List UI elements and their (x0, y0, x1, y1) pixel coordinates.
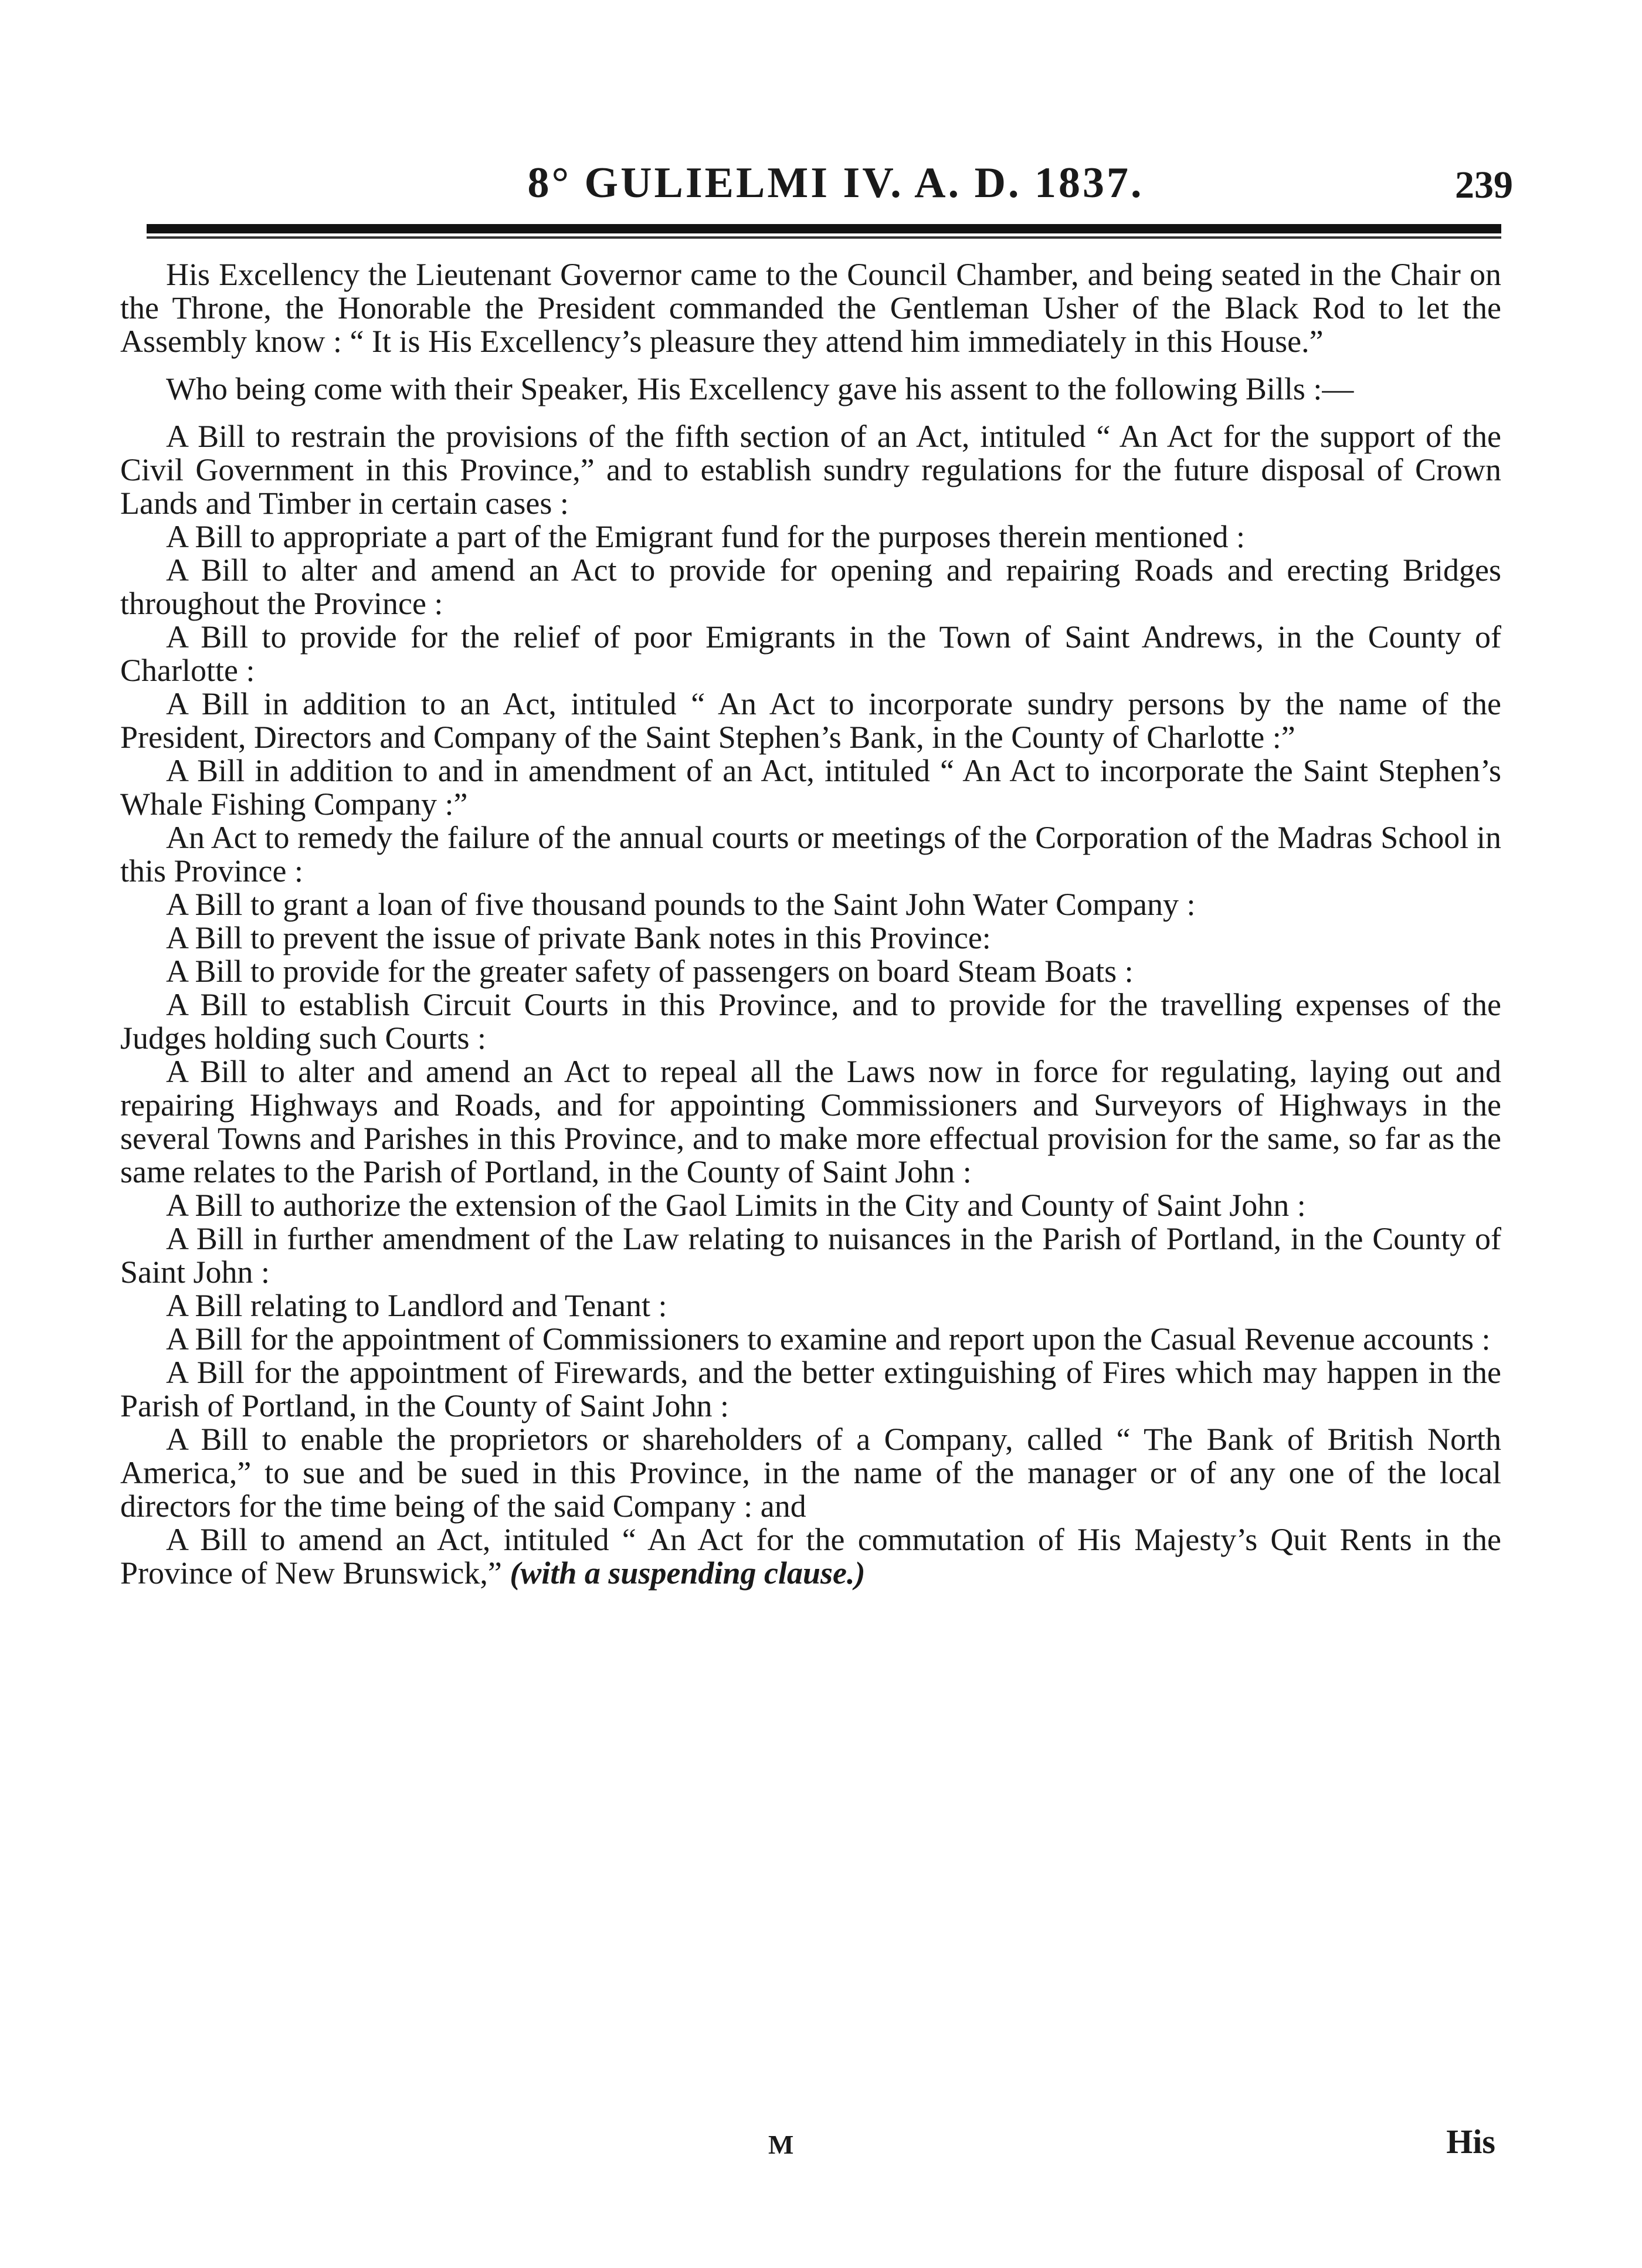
bill-item: A Bill for the appointment of Commissioners to examine and report upon the Casual Revenue accounts : (166, 1321, 1491, 1357)
bill-item: A Bill in further amendment of the Law relating to nuisances in the Parish of Portland, in the County of Saint John : (120, 1221, 1501, 1290)
running-title: 8° GULIELMI IV. A. D. 1837. (527, 159, 1144, 207)
bill-item-last (120, 1523, 1501, 1590)
bill-item: A Bill for the appointment of Firewards, and the better extinguishing of Fires which may happen in the Parish of Portland, in the County of Saint John : (120, 1355, 1501, 1423)
paragraph-assent: Who being come with their Speaker, His Excellency gave his assent to the following Bills :— (166, 371, 1354, 406)
bill-item: A Bill to enable the proprietors or shareholders of a Company, called “ The Bank of British North America,” to sue and be sued in this Province, in the name of the manager or of any one of the local directors for the time being of the said Company : and (120, 1422, 1501, 1524)
bill-item: A Bill to provide for the relief of poor Emigrants in the Town of Saint Andrews, in the County of Charlotte : (120, 619, 1501, 688)
bill-item: A Bill to restrain the provisions of the fifth section of an Act, intituled “ An Act for the support of the Civil Government in this Province,” and to establish sundry regulations for the future disposal of Crown Lands and Timber in certain cases : (120, 419, 1501, 521)
running-head (117, 117, 1536, 207)
bill-item: A Bill to establish Circuit Courts in this Province, and to provide for the travelling expenses of the Judges holding such Courts : (120, 987, 1501, 1056)
bill-item: A Bill to alter and amend an Act to repeal all the Laws now in force for regulating, laying out and repairing Highways and Roads, and for appointing Commissioners and Surveyors of Highways in the several Towns and Parishes in this Province, and to make more effectual provision for the same, so far as the same relates to the Parish of Portland, in the County of Saint John : (120, 1054, 1501, 1189)
bill-item: A Bill in addition to and in amendment of an Act, intituled “ An Act to incorporate the Saint Stephen’s Whale Fishing Company :” (120, 753, 1501, 822)
bill-item: A Bill to alter and amend an Act to provide for opening and repairing Roads and erecting Bridges throughout the Province : (120, 552, 1501, 621)
bill-item-last-text: A Bill to amend an Act, intituled “ An Act for the commutation of His Majesty’s Quit Rents in the Province of New Brunswick,” (120, 1522, 1501, 1591)
bill-item: A Bill to grant a loan of five thousand pounds to the Saint John Water Company : (166, 887, 1196, 922)
signature-mark: M (768, 2130, 794, 2159)
catchword: His (1446, 2123, 1495, 2161)
bill-item: A Bill relating to Landlord and Tenant : (166, 1288, 667, 1323)
paragraph-council-chamber: His Excellency the Lieutenant Governor came to the Council Chamber, and being seated in the Chair on the Throne, the Honorable the President commanded the Gentleman Usher of the Black Rod to let the Assembly know : “ It is His Excellency’s pleasure they attend him immediately in this House.” (120, 257, 1501, 359)
bill-item: A Bill to prevent the issue of private Bank notes in this Province: (166, 920, 991, 955)
text-body (120, 258, 1501, 1590)
header-rule-thin (147, 236, 1501, 239)
bill-item: A Bill to appropriate a part of the Emigrant fund for the purposes therein mentioned : (166, 519, 1246, 554)
bill-item: A Bill to authorize the extension of the Gaol Limits in the City and County of Saint John : (166, 1188, 1306, 1223)
bill-item: A Bill in addition to an Act, intituled “ An Act to incorporate sundry persons by the name of the President, Directors and Company of the Saint Stephen’s Bank, in the County of Charlotte :” (120, 686, 1501, 755)
page-number: 239 (1455, 164, 1513, 206)
header-rule-thick (147, 224, 1501, 233)
suspending-clause: (with a suspending clause.) (510, 1555, 866, 1591)
bill-item: A Bill to provide for the greater safety of passengers on board Steam Boats : (166, 954, 1134, 989)
bill-item: An Act to remedy the failure of the annual courts or meetings of the Corporation of the Madras School in this Province : (120, 820, 1501, 889)
